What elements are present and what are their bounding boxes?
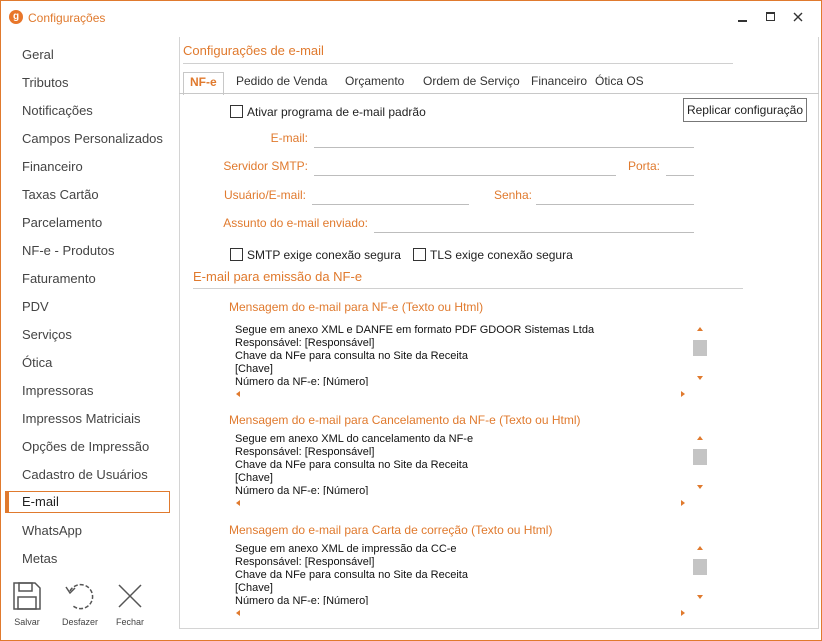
- sidebar-item-whatsapp[interactable]: WhatsApp: [22, 523, 82, 538]
- scroll-right-icon: [681, 610, 685, 616]
- app-logo-icon: g: [9, 10, 23, 24]
- close-button[interactable]: [106, 579, 154, 633]
- cce-message-textarea[interactable]: Segue em anexo XML de impressão da CC-e Responsável: [Responsável] Chave da NFe para consulta no Site da Receita [Chave] Número da NF-e: [Número]: [229, 541, 691, 605]
- sidebar-item-impressos-matriciais[interactable]: Impressos Matriciais: [22, 411, 141, 426]
- tls-secure-label: TLS exige conexão segura: [430, 248, 573, 262]
- minimize-icon: [738, 12, 748, 22]
- scroll-thumb[interactable]: [693, 449, 707, 465]
- sidebar-item-campos-personalizados[interactable]: Campos Personalizados: [22, 131, 163, 146]
- email-label: E-mail:: [270, 131, 308, 145]
- activate-default-email-checkbox[interactable]: [230, 105, 243, 118]
- sidebar-item-tributos[interactable]: Tributos: [22, 75, 69, 90]
- password-label: Senha:: [493, 188, 532, 202]
- sidebar-item-nfe-produtos[interactable]: NF-e - Produtos: [22, 243, 115, 258]
- scroll-up-icon: [697, 546, 703, 550]
- section-title-nfe-emission: E-mail para emissão da NF-e: [193, 269, 363, 284]
- smtp-secure-checkbox[interactable]: [230, 248, 243, 261]
- sidebar-item-parcelamento[interactable]: Parcelamento: [22, 215, 103, 230]
- tab-ordem-servico[interactable]: Ordem de Serviço: [423, 74, 520, 88]
- scroll-down-icon: [697, 485, 703, 489]
- sidebar-item-notificacoes[interactable]: Notificações: [22, 103, 93, 118]
- tls-secure-checkbox[interactable]: [413, 248, 426, 261]
- scroll-left-icon: [236, 500, 240, 506]
- close-window-button[interactable]: [787, 7, 809, 27]
- scroll-down-icon: [697, 376, 703, 380]
- user-email-input[interactable]: [312, 187, 469, 205]
- maximize-button[interactable]: [760, 7, 782, 27]
- smtp-server-input[interactable]: [314, 158, 616, 176]
- sidebar-item-opcoes-impressao[interactable]: Opções de Impressão: [22, 439, 150, 454]
- cancel-message-vscroll[interactable]: [691, 431, 709, 495]
- email-settings-panel: [179, 37, 819, 633]
- maximize-icon: [766, 12, 776, 22]
- tab-pedido-venda[interactable]: Pedido de Venda: [236, 74, 328, 88]
- nfe-message-vscroll[interactable]: [691, 322, 709, 386]
- scroll-up-icon: [697, 436, 703, 440]
- sidebar-item-otica[interactable]: Ótica: [22, 355, 53, 370]
- cancel-message-textarea[interactable]: Segue em anexo XML do cancelamento da NF-e Responsável: [Responsável] Chave da NFe para consulta no Site da Receita [Chave] Número da NF-e: [Número]: [229, 431, 691, 495]
- tab-otica-os[interactable]: Ótica OS: [595, 74, 644, 88]
- sidebar-item-faturamento[interactable]: Faturamento: [22, 271, 96, 286]
- save-button[interactable]: [3, 579, 51, 633]
- sidebar-item-email[interactable]: E-mail: [5, 491, 170, 513]
- nfe-message-title: Mensagem do e-mail para NF-e (Texto ou Html): [229, 300, 484, 314]
- tab-orcamento[interactable]: Orçamento: [345, 74, 405, 88]
- section-divider-emission: [193, 288, 743, 289]
- email-subject-input[interactable]: [374, 215, 694, 233]
- nfe-message-hscroll[interactable]: [229, 386, 691, 400]
- sidebar-item-financeiro[interactable]: Financeiro: [22, 159, 83, 174]
- save-label: Salvar: [14, 617, 40, 627]
- sidebar-item-taxas-cartao[interactable]: Taxas Cartão: [22, 187, 99, 202]
- title-bar: [1, 1, 821, 33]
- section-divider: [183, 63, 733, 64]
- scroll-up-icon: [697, 327, 703, 331]
- close-icon: [793, 12, 803, 22]
- tab-strip-line: [179, 93, 819, 94]
- password-input[interactable]: [536, 187, 694, 205]
- port-input[interactable]: [666, 158, 694, 176]
- undo-icon: [64, 581, 96, 611]
- cce-message-vscroll[interactable]: [691, 541, 709, 605]
- minimize-button[interactable]: [732, 7, 754, 27]
- nfe-message-editor: [229, 322, 709, 408]
- activate-default-email-label: Ativar programa de e-mail padrão: [247, 105, 426, 119]
- smtp-secure-label: SMTP exige conexão segura: [247, 248, 401, 262]
- save-icon: [12, 581, 42, 611]
- replicate-config-button[interactable]: Replicar configuração: [683, 98, 807, 122]
- cce-message-title: Mensagem do e-mail para Carta de correção (Texto ou Html): [229, 523, 553, 537]
- user-email-label: Usuário/E-mail:: [223, 188, 306, 202]
- window-title: Configurações: [28, 11, 106, 25]
- scroll-thumb[interactable]: [693, 559, 707, 575]
- sidebar-item-cadastro-usuarios[interactable]: Cadastro de Usuários: [22, 467, 148, 482]
- scroll-down-icon: [697, 595, 703, 599]
- smtp-server-label: Servidor SMTP:: [223, 159, 308, 173]
- scroll-right-icon: [681, 500, 685, 506]
- port-label: Porta:: [627, 159, 660, 173]
- sidebar-item-pdv[interactable]: PDV: [22, 299, 49, 314]
- email-input[interactable]: [314, 130, 694, 148]
- tab-financeiro[interactable]: Financeiro: [531, 74, 588, 88]
- sidebar-item-impressoras[interactable]: Impressoras: [22, 383, 94, 398]
- undo-button[interactable]: [56, 579, 104, 633]
- cancel-message-title: Mensagem do e-mail para Cancelamento da NF-e (Texto ou Html): [229, 413, 581, 427]
- sidebar-item-geral[interactable]: Geral: [22, 47, 54, 62]
- undo-label: Desfazer: [61, 617, 98, 627]
- cancel-message-hscroll[interactable]: [229, 495, 691, 509]
- scroll-thumb[interactable]: [693, 340, 707, 356]
- sidebar-item-servicos[interactable]: Serviços: [22, 327, 72, 342]
- scroll-right-icon: [681, 391, 685, 397]
- section-title-email-settings: Configurações de e-mail: [183, 43, 324, 58]
- nfe-message-textarea[interactable]: Segue em anexo XML e DANFE em formato PDF GDOOR Sistemas Ltda Responsável: [Responsável] Chave da NFe para consulta no Site da Receita [Chave] Número da NF-e: [Número]: [229, 322, 691, 386]
- cce-message-editor: [229, 541, 709, 627]
- email-subject-label: Assunto do e-mail enviado:: [223, 216, 368, 230]
- cancel-message-editor: [229, 431, 709, 517]
- scroll-left-icon: [236, 391, 240, 397]
- tab-nfe[interactable]: NF-e: [183, 72, 224, 95]
- scroll-left-icon: [236, 610, 240, 616]
- cce-message-hscroll[interactable]: [229, 605, 691, 619]
- close-label: Fechar: [115, 617, 144, 627]
- close-x-icon: [115, 581, 145, 611]
- sidebar-item-metas[interactable]: Metas: [22, 551, 58, 566]
